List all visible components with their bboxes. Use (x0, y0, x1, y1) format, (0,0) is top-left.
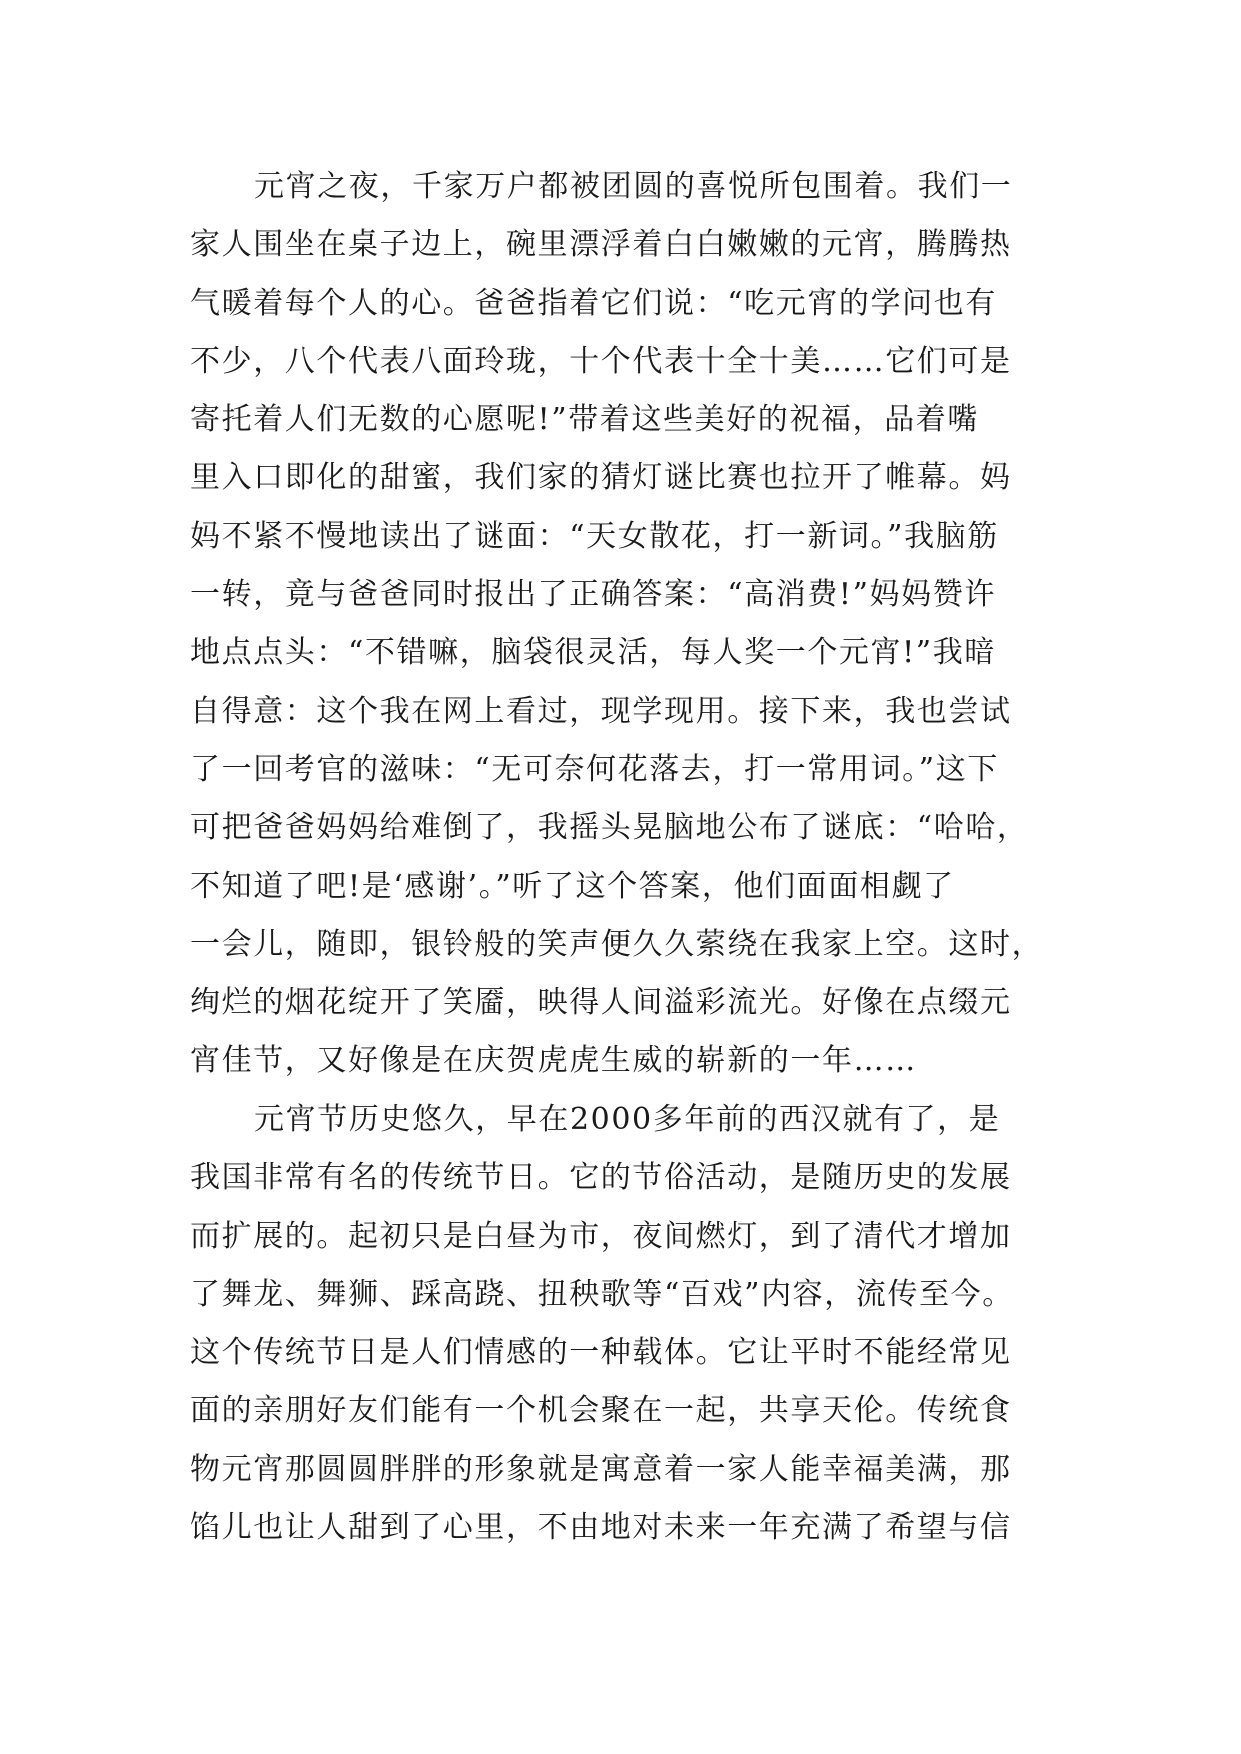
paragraph-festival-history (190, 1091, 1050, 1557)
text-line: 了一回考官的滋味：“无可奈何花落去，打一常用词。”这下 (190, 751, 999, 787)
text-line: 宵佳节，又好像是在庆贺虎虎生威的崭新的一年…… (190, 1043, 917, 1079)
text-line: 可把爸爸妈妈给难倒了，我摇头晃脑地公布了谜底：“哈哈， (190, 810, 1029, 846)
paragraph-lantern-night (190, 158, 1050, 1091)
text-line: 了舞龙、舞狮、踩高跷、扭秧歌等“百戏”内容，流传至今。 (190, 1276, 1014, 1312)
text-line: 一转，竟与爸爸同时报出了正确答案：“高消费!”妈妈赞许 (190, 577, 996, 613)
text-line: 而扩展的。起初只是白昼为市，夜间燃灯，到了清代才增加 (190, 1218, 1012, 1254)
text-line: 不知道了吧!是‘感谢’。”听了这个答案，他们面面相觑了 (190, 868, 955, 904)
text-line: 气暖着每个人的心。爸爸指着它们说：“吃元宵的学问也有 (190, 285, 997, 321)
text-line: 一会儿，随即，银铃般的笑声便久久萦绕在我家上空。这时， (190, 926, 1044, 962)
text-line: 这个传统节日是人们情感的一种载体。它让平时不能经常见 (190, 1335, 1012, 1371)
text-line: 不少，八个代表八面玲珑，十个代表十全十美……它们可是 (190, 343, 1012, 379)
text-line: 地点点头：“不错嘛，脑袋很灵活，每人奖一个元宵!”我暗 (190, 635, 996, 671)
text-line: 自得意：这个我在网上看过，现学现用。接下来，我也尝试 (190, 693, 1012, 729)
text-line: 寄托着人们无数的心愿呢!”带着这些美好的祝福，品着嘴 (190, 402, 979, 438)
text-line: 里入口即化的甜蜜，我们家的猜灯谜比赛也拉开了帷幕。妈 (190, 460, 1012, 496)
text-line: 妈不紧不慢地读出了谜面：“天女散花，打一新词。”我脑筋 (190, 518, 999, 554)
text-line: 元宵节历史悠久，早在2000多年前的西汉就有了，是 (254, 1102, 1001, 1137)
text-line: 面的亲朋好友们能有一个机会聚在一起，共享天伦。传统食 (190, 1393, 1012, 1429)
text-line: 馅儿也让人甜到了心里，不由地对未来一年充满了希望与信 (190, 1510, 1012, 1546)
text-line: 我国非常有名的传统节日。它的节俗活动，是随历史的发展 (190, 1160, 1012, 1196)
text-line: 物元宵那圆圆胖胖的形象就是寓意着一家人能幸福美满，那 (190, 1451, 1012, 1487)
text-line: 绚烂的烟花绽开了笑靥，映得人间溢彩流光。好像在点缀元 (190, 985, 1012, 1021)
text-line: 元宵之夜，千家万户都被团圆的喜悦所包围着。我们一 (254, 169, 1013, 204)
text-line: 家人围坐在桌子边上，碗里漂浮着白白嫩嫩的元宵，腾腾热 (190, 227, 1012, 263)
